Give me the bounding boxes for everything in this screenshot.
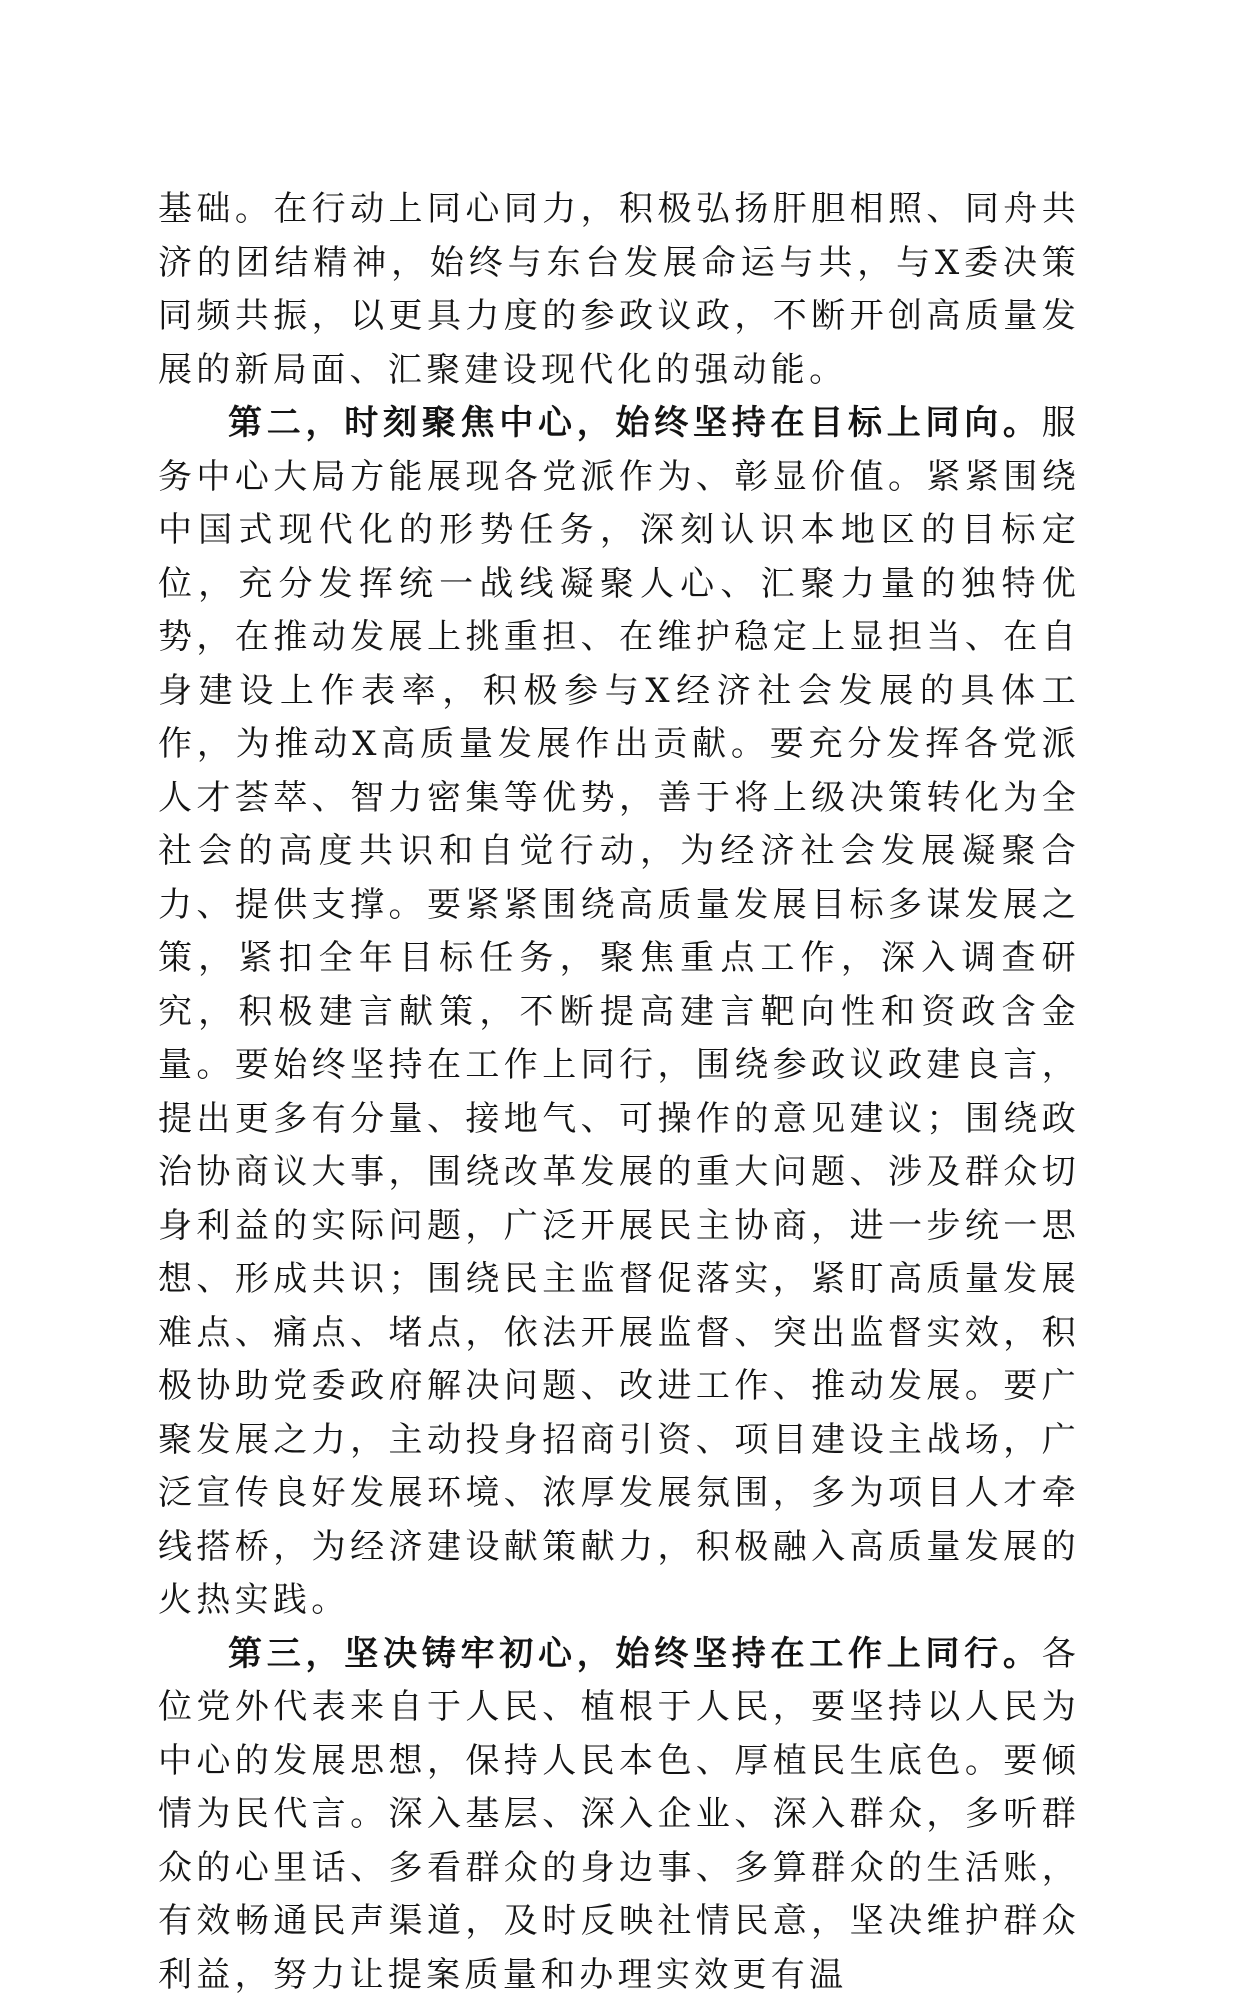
paragraph-lead-heading: 第三，坚决铸牢初心，始终坚持在工作上同行。	[228, 1634, 1042, 1674]
paragraph-third-point	[158, 1628, 1080, 2002]
paragraph-text: 基础。在行动上同心同力，积极弘扬肝胆相照、同舟共济的团结精神，始终与东台发展命运与共，与X委决策同频共振，以更具力度的参政议政，不断开创高质量发展的新局面、汇聚建设现代化的强动能。	[158, 189, 1080, 390]
document-body	[158, 183, 1080, 2002]
paragraph-text: 服务中心大局方能展现各党派作为、彰显价值。紧紧围绕中国式现代化的形势任务，深刻认识本地区的目标定位，充分发挥统一战线凝聚人心、汇聚力量的独特优势，在推动发展上挑重担、在维护稳定上显担当、在自身建设上作表率，积极参与X经济社会发展的具体工作，为推动X高质量发展作出贡献。要充分发挥各党派人才荟萃、智力密集等优势，善于将上级决策转化为全社会的高度共识和自觉行动，为经济社会发展凝聚合力、提供支撑。要紧紧围绕高质量发展目标多谋发展之策，紧扣全年目标任务，聚焦重点工作，深入调查研究，积极建言献策，不断提高建言靶向性和资政含金量。要始终坚持在工作上同行，围绕参政议政建良言，提出更多有分量、接地气、可操作的意见建议；围绕政治协商议大事，围绕改革发展的重大问题、涉及群众切身利益的实际问题，广泛开展民主协商，进一步统一思想、形成共识；围绕民主监督促落实，紧盯高质量发展难点、痛点、堵点，依法开展监督、突出监督实效，积极协助党委政府解决问题、改进工作、推动发展。要广聚发展之力，主动投身招商引资、项目建设主战场，广泛宣传良好发展环境、浓厚发展氛围，多为项目人才牵线搭桥，为经济建设献策献力，积极融入高质量发展的火热实践。	[158, 403, 1080, 1620]
paragraph-lead-heading: 第二，时刻聚焦中心，始终坚持在目标上同向。	[228, 403, 1042, 443]
paragraph-second-point	[158, 397, 1080, 1628]
paragraph-text: 各位党外代表来自于人民、植根于人民，要坚持以人民为中心的发展思想，保持人民本色、厚植民生底色。要倾情为民代言。深入基层、深入企业、深入群众，多听群众的心里话、多看群众的身边事、多算群众的生活账，有效畅通民声渠道，及时反映社情民意，坚决维护群众利益，努力让提案质量和办理实效更有温	[158, 1634, 1080, 1995]
paragraph-continuation	[158, 183, 1080, 397]
